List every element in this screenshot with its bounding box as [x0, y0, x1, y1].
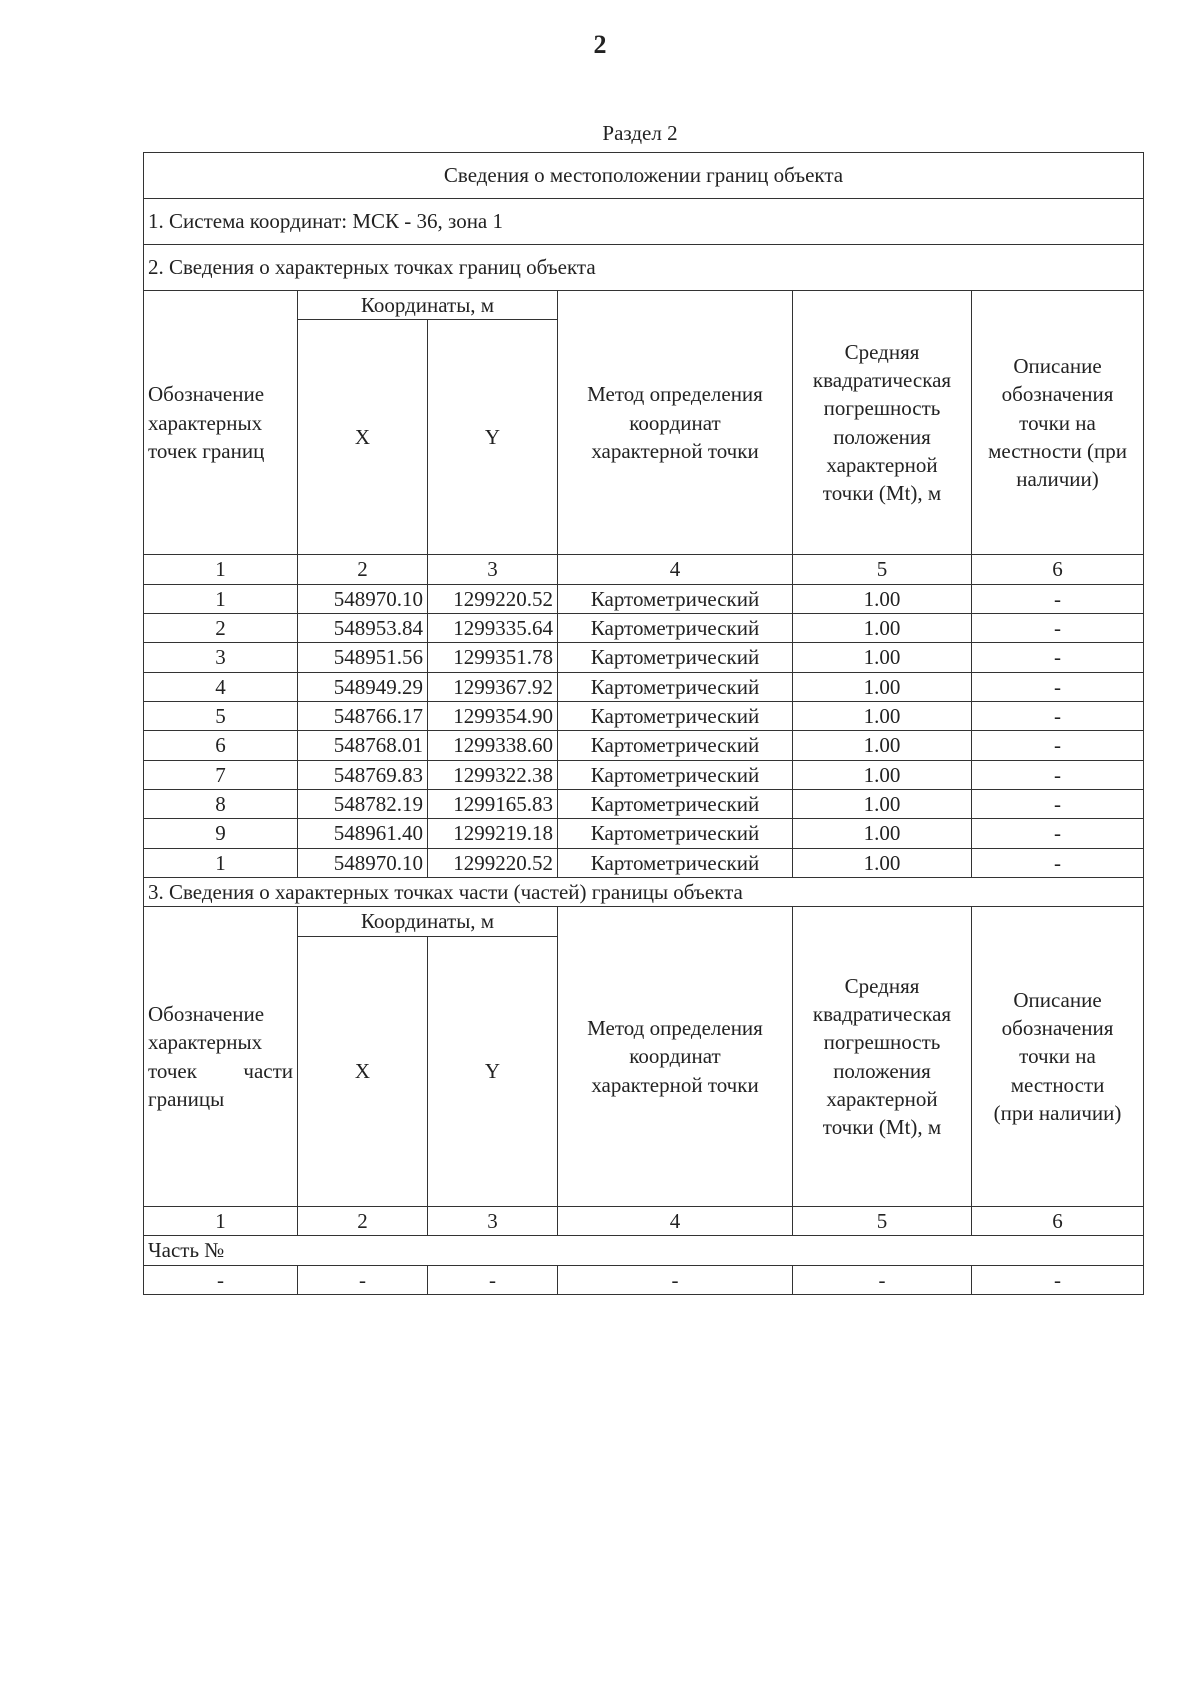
- coord-x: 548766.17: [298, 702, 428, 731]
- description: -: [972, 819, 1144, 848]
- part-label: Часть №: [144, 1236, 1144, 1265]
- error-mt: 1.00: [793, 819, 972, 848]
- coord-y: 1299351.78: [428, 643, 558, 672]
- coord-system: 1. Система координат: МСК - 36, зона 1: [144, 199, 1144, 245]
- table-row: [144, 672, 1144, 701]
- header-y: Y: [428, 320, 558, 555]
- boundaries-table: [143, 152, 1144, 1295]
- error-mt: 1.00: [793, 760, 972, 789]
- column-number-5: 5: [793, 555, 972, 584]
- coord-y: 1299165.83: [428, 790, 558, 819]
- coord-x: 548769.83: [298, 760, 428, 789]
- method: Картометрический: [558, 702, 793, 731]
- table-title: Сведения о местоположении границ объекта: [144, 153, 1144, 199]
- page-number: 2: [593, 30, 607, 59]
- coord-x: 548961.40: [298, 819, 428, 848]
- description: -: [972, 584, 1144, 613]
- point-number: 3: [144, 643, 298, 672]
- error-mt: 1.00: [793, 702, 972, 731]
- method: Картометрический: [558, 760, 793, 789]
- coord-y: 1299220.52: [428, 848, 558, 877]
- error-mt: 1.00: [793, 848, 972, 877]
- point-number: 5: [144, 702, 298, 731]
- point-number: 1: [144, 848, 298, 877]
- header-description: Описание обозначения точки на местности (при наличии): [972, 291, 1144, 555]
- table-row: [144, 731, 1144, 760]
- description: -: [972, 848, 1144, 877]
- column-number-1: 1: [144, 555, 298, 584]
- coord-y: 1299220.52: [428, 584, 558, 613]
- table-row: [144, 848, 1144, 877]
- column-number-4: 4: [558, 555, 793, 584]
- method: Картометрический: [558, 731, 793, 760]
- column-number-5: 5: [793, 1206, 972, 1235]
- header-method: Метод определения координат характерной точки: [558, 291, 793, 555]
- column-number-4: 4: [558, 1206, 793, 1235]
- method: Картометрический: [558, 848, 793, 877]
- coord-x: 548970.10: [298, 584, 428, 613]
- header-coords-group: Координаты, м: [298, 291, 558, 320]
- column-numbers-row: [144, 555, 1144, 584]
- part-row: [144, 1265, 1144, 1294]
- description: -: [972, 643, 1144, 672]
- point-number: 8: [144, 790, 298, 819]
- description: -: [972, 672, 1144, 701]
- column-number-2: 2: [298, 1206, 428, 1235]
- part-cell-6: -: [972, 1265, 1144, 1294]
- error-mt: 1.00: [793, 731, 972, 760]
- coord-y: 1299322.38: [428, 760, 558, 789]
- method: Картометрический: [558, 790, 793, 819]
- header2-x: X: [298, 936, 428, 1206]
- part-cell-2: -: [298, 1265, 428, 1294]
- table-row: [144, 760, 1144, 789]
- description: -: [972, 760, 1144, 789]
- method: Картометрический: [558, 643, 793, 672]
- header2-y: Y: [428, 936, 558, 1206]
- header2-error: Средняя квадратическая погрешность положения характерной точки (Mt), м: [793, 907, 972, 1206]
- part-cell-4: -: [558, 1265, 793, 1294]
- description: -: [972, 731, 1144, 760]
- column-number-3: 3: [428, 1206, 558, 1235]
- header2-designation: Обозначение характерных точек части границы: [144, 907, 298, 1206]
- coord-x: 548768.01: [298, 731, 428, 760]
- method: Картометрический: [558, 819, 793, 848]
- column-number-3: 3: [428, 555, 558, 584]
- table-row: [144, 702, 1144, 731]
- coord-y: 1299335.64: [428, 614, 558, 643]
- coord-y: 1299219.18: [428, 819, 558, 848]
- point-number: 2: [144, 614, 298, 643]
- coord-x: 548953.84: [298, 614, 428, 643]
- points-section-title: 2. Сведения о характерных точках границ объекта: [144, 245, 1144, 291]
- header-x: X: [298, 320, 428, 555]
- point-number: 1: [144, 584, 298, 613]
- header-designation: Обозначение характерных точек границ: [144, 291, 298, 555]
- part-cell-5: -: [793, 1265, 972, 1294]
- table-row: [144, 790, 1144, 819]
- error-mt: 1.00: [793, 584, 972, 613]
- method: Картометрический: [558, 614, 793, 643]
- method: Картометрический: [558, 672, 793, 701]
- column-number-6: 6: [972, 555, 1144, 584]
- error-mt: 1.00: [793, 790, 972, 819]
- coord-y: 1299338.60: [428, 731, 558, 760]
- header2-coords-group: Координаты, м: [298, 907, 558, 936]
- table-row: [144, 819, 1144, 848]
- table-row: [144, 643, 1144, 672]
- point-number: 6: [144, 731, 298, 760]
- description: -: [972, 614, 1144, 643]
- point-number: 4: [144, 672, 298, 701]
- parts-section-title: 3. Сведения о характерных точках части (частей) границы объекта: [144, 878, 1144, 907]
- coord-x: 548970.10: [298, 848, 428, 877]
- coord-y: 1299354.90: [428, 702, 558, 731]
- error-mt: 1.00: [793, 672, 972, 701]
- table-row: [144, 614, 1144, 643]
- column-number-1: 1: [144, 1206, 298, 1235]
- method: Картометрический: [558, 584, 793, 613]
- header-error: Средняя квадратическая погрешность положения характерной точки (Mt), м: [793, 291, 972, 555]
- description: -: [972, 702, 1144, 731]
- column-numbers-row: [144, 1206, 1144, 1235]
- coord-x: 548951.56: [298, 643, 428, 672]
- coord-x: 548949.29: [298, 672, 428, 701]
- column-number-2: 2: [298, 555, 428, 584]
- point-number: 9: [144, 819, 298, 848]
- column-number-6: 6: [972, 1206, 1144, 1235]
- header2-description: Описание обозначения точки на местности (при наличии): [972, 907, 1144, 1206]
- error-mt: 1.00: [793, 614, 972, 643]
- point-number: 7: [144, 760, 298, 789]
- table-row: [144, 584, 1144, 613]
- description: -: [972, 790, 1144, 819]
- part-cell-3: -: [428, 1265, 558, 1294]
- section-label: Раздел 2: [602, 121, 678, 145]
- coord-x: 548782.19: [298, 790, 428, 819]
- coord-y: 1299367.92: [428, 672, 558, 701]
- part-cell-1: -: [144, 1265, 298, 1294]
- error-mt: 1.00: [793, 643, 972, 672]
- header2-method: Метод определения координат характерной точки: [558, 907, 793, 1206]
